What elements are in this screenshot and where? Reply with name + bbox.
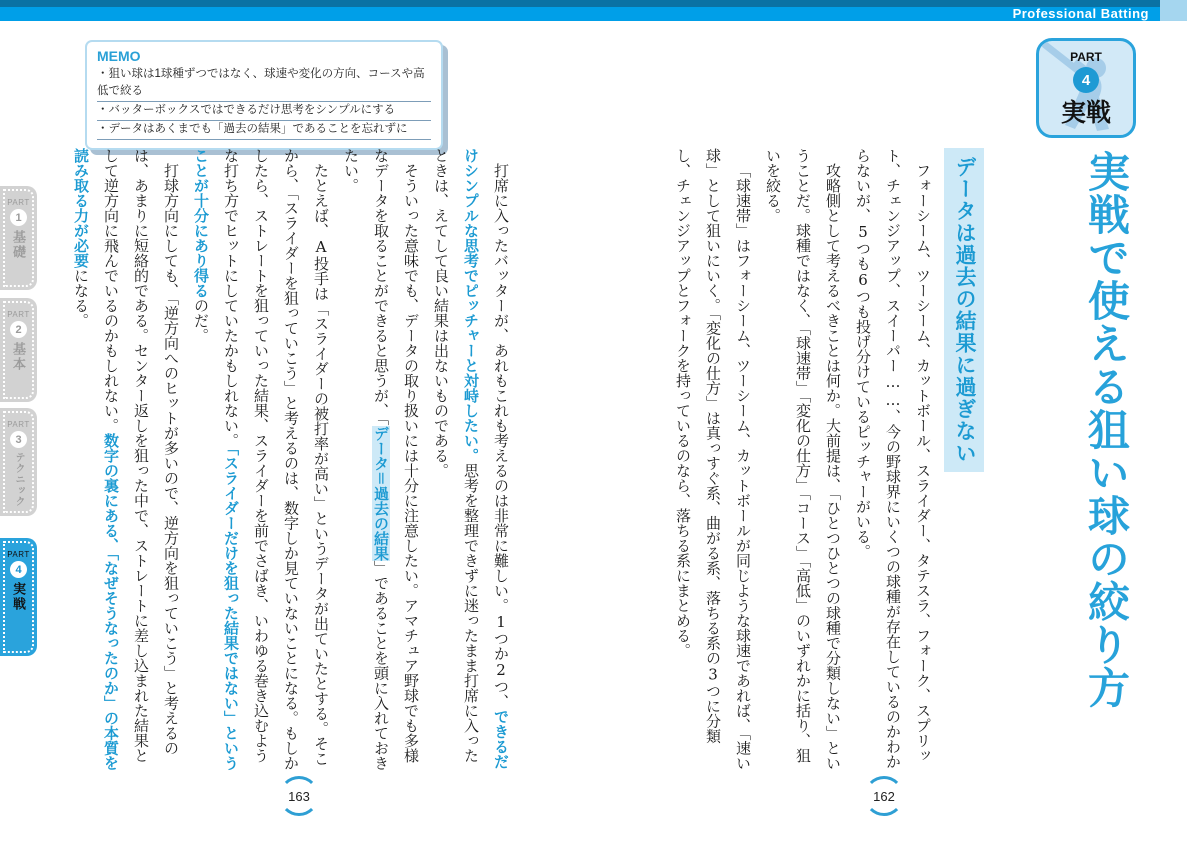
part-label: 実戦: [11, 582, 26, 612]
right-page-body: [654, 148, 938, 772]
sidebar-tab-inner: [3, 411, 34, 513]
part-number-circle: 1: [10, 209, 27, 226]
chapter-title: 実戦で使える狙い球の絞り方: [1083, 150, 1130, 709]
running-head: Professional Batting: [1012, 6, 1149, 21]
memo-item: ・バッターボックスではできるだけ思考をシンプルにする: [97, 102, 431, 121]
paragraph: [758, 148, 848, 772]
memo-box: [85, 40, 443, 150]
emphasized-text: できるだけシンプルな思考でピッチャーと対峙したい。: [462, 148, 510, 769]
body-text-run: 「球速帯」はフォーシーム、ツーシーム、カットボールが同じような球速であれば、「速い球」として狙いにいく。「変化の仕方」は真っすぐ系、曲がる系、落ちる系の3つに分類し、チェンジアップとフォークを持っているのなら、落ちる系にまとめる。: [674, 148, 752, 771]
sidebar-tab-part3: [0, 408, 37, 516]
part-word: PART: [7, 198, 30, 207]
body-text-run: 思考を整理できずに迷ったまま打席に入ったときは、えてして良い結果は出ないものである。: [432, 148, 480, 763]
sidebar-tab-part2: [0, 298, 37, 402]
sidebar-tab-inner: [3, 189, 34, 287]
top-bar: [0, 7, 1187, 21]
part-word: PART: [7, 420, 30, 429]
body-text-run: のだ。: [192, 298, 210, 343]
part-number-circle: 4: [10, 561, 27, 578]
body-text-run: 打球方向にしても、「逆方向へのヒットが多いので、逆方向を狙っていこう」と考えるのは、あまりに短絡的である。センター返しを狙った中で、ストレートに差し込まれた結果として逆方向に飛んでいるのかもしれない。: [102, 148, 180, 763]
section-subheading: データは過去の結果に過ぎない: [944, 148, 984, 472]
paragraph: [848, 148, 938, 772]
left-page-body: [58, 148, 516, 772]
paragraph: [186, 148, 336, 772]
sidebar-tab-inner: [3, 301, 34, 399]
page-number-right: 162: [864, 776, 904, 816]
body-text-run: 攻略側として考えるべきことは何か。大前提は、「ひとつひとつの球種で分類しない」ということだ。球種ではなく、「球速帯」「変化の仕方」「コース」「高低」のいずれかに括り、狙いを絞る。: [764, 148, 842, 771]
corner-accent-block: [1160, 0, 1187, 21]
body-text-run: たとえば、A投手は「スライダーの被打率が高い」というデータが出ていたとする。そこから、「スライダーを狙っていこう」と考えるのは、数字しか見ていないことになる。もしかしたら、ストレートを狙っていった結果、スライダーを前でさばき、いわゆる巻き込むような打ち方でヒットにしていたかもしれない。: [222, 148, 330, 771]
body-text-run: そういった意味でも、データの取り扱いには十分に注意したい。アマチュア野球でも多様なデータを取ることができると思うが、「: [372, 148, 420, 763]
body-text-run: 打席に入ったバッターが、あれもこれも考えるのは非常に難しい。1つか2つ、: [492, 163, 510, 709]
memo-title: MEMO: [97, 48, 141, 64]
paragraph: [336, 148, 426, 772]
paragraph: [668, 148, 758, 772]
top-bar-dark-strip: [0, 0, 1187, 7]
paragraph: [66, 148, 186, 772]
page-number-left: 163: [279, 776, 319, 816]
emphasized-text: 「スライダーだけを狙った結果ではない」ということが十分にあり得る: [192, 148, 240, 771]
part-number-circle: 3: [10, 431, 27, 448]
part4-badge: [1036, 38, 1136, 138]
badge-label: 実戦: [1060, 99, 1111, 127]
sidebar-tab-inner: [3, 541, 34, 653]
paragraph: [426, 148, 516, 772]
part-label: 基礎: [11, 230, 26, 260]
emphasized-text: 数字の裏にある、「なぜそうなったのか」の本質を読み取る力が必要: [72, 148, 120, 771]
part-label: テクニック: [13, 452, 24, 507]
memo-item: ・狙い球は1球種ずつではなく、球速や変化の方向、コースや高低で絞る: [97, 66, 431, 102]
part-label: 基本: [11, 342, 26, 372]
body-text-run: フォーシーム、ツーシーム、カットボール、スライダー、タテスラ、フォーク、スプリット、チェンジアップ、スイーパー……、今の野球界にいくつの球種が存在しているのかわからないが、5つも6つも投げ分けているピッチャーがいる。: [854, 148, 932, 769]
part-word: PART: [7, 310, 30, 319]
sidebar-tab-part1: [0, 186, 37, 290]
badge-part-word: PART: [1070, 50, 1102, 64]
part-word: PART: [7, 550, 30, 559]
emphasized-text: データ＝過去の結果: [372, 425, 390, 561]
badge-number: 4: [1073, 67, 1099, 93]
memo-item: ・データはあくまでも「過去の結果」であることを忘れずに: [97, 121, 431, 140]
body-text-run: になる。: [72, 268, 90, 328]
body-text-run: 」であることを頭に入れておきたい。: [342, 148, 390, 771]
part-number-circle: 2: [10, 321, 27, 338]
sidebar-tab-part4-active: [0, 538, 37, 656]
